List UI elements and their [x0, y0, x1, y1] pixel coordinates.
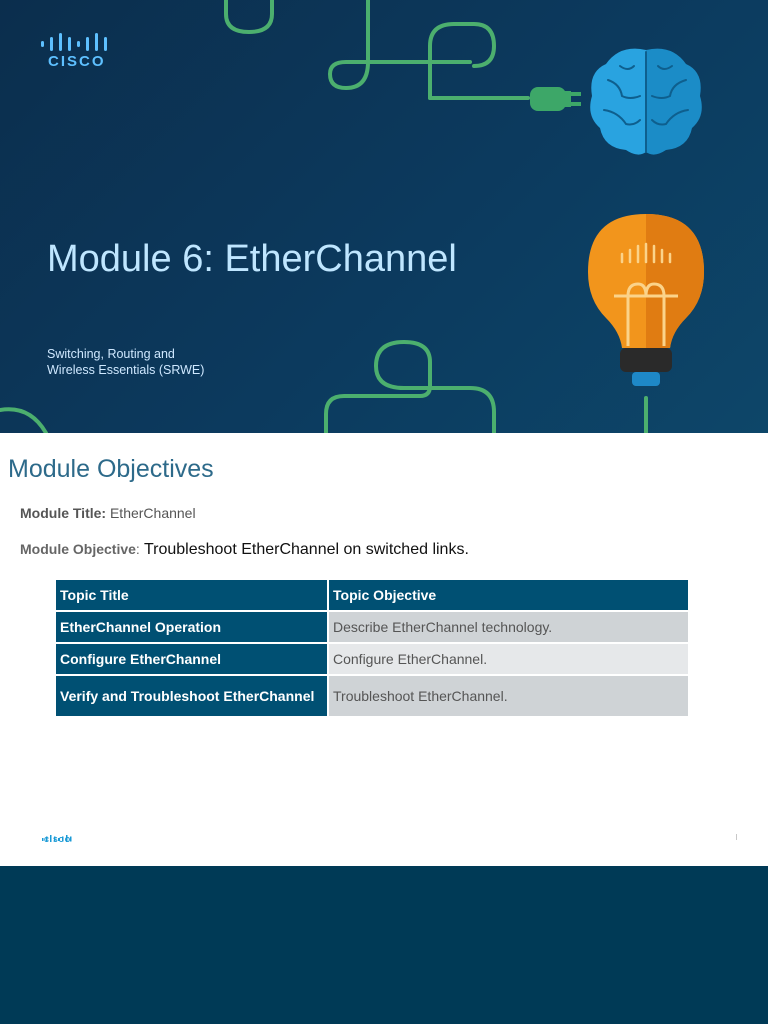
table-header-topic-objective: Topic Objective — [328, 579, 689, 611]
cisco-bars-icon — [40, 33, 110, 51]
topic-title-cell: Verify and Troubleshoot EtherChannel — [55, 675, 328, 717]
module-objective-separator: : — [135, 541, 140, 557]
module-objective-line — [20, 541, 469, 559]
topic-objective-cell: Troubleshoot EtherChannel. — [328, 675, 689, 717]
module-title-label: Module Title: — [20, 505, 107, 521]
title-slide — [0, 0, 768, 433]
table-row — [55, 675, 689, 717]
subtitle-line: Switching, Routing and — [47, 347, 175, 361]
table-row — [55, 611, 689, 643]
topic-title-cell: EtherChannel Operation — [55, 611, 328, 643]
topic-title-cell: Configure EtherChannel — [55, 643, 328, 675]
table-row — [55, 643, 689, 675]
module-objective-label: Module Objective — [20, 541, 136, 557]
topics-table — [54, 578, 690, 718]
table-header-topic-title: Topic Title — [55, 579, 328, 611]
brain-icon — [590, 49, 702, 155]
module-title-line — [20, 505, 196, 521]
cisco-logo-text: CISCO — [48, 53, 106, 70]
slide-title: Module 6: EtherChannel — [47, 238, 457, 280]
subtitle-line: Wireless Essentials (SRWE) — [47, 363, 205, 377]
footer-cisco-logo — [42, 829, 72, 847]
table-header-row — [55, 579, 689, 611]
page-marker — [736, 834, 737, 840]
objectives-slide — [0, 433, 768, 866]
topic-objective-cell: Configure EtherChannel. — [328, 643, 689, 675]
plug-icon — [530, 87, 581, 111]
cisco-logo — [40, 33, 110, 70]
footer-logo-text: CISCO — [44, 837, 72, 844]
slide-subtitle — [47, 346, 267, 378]
module-objective-value: Troubleshoot EtherChannel on switched links. — [143, 541, 469, 558]
lightbulb-icon — [588, 214, 704, 386]
topic-objective-cell: Describe EtherChannel technology. — [328, 611, 689, 643]
module-title-value: EtherChannel — [109, 505, 196, 521]
section-heading: Module Objectives — [8, 455, 214, 483]
